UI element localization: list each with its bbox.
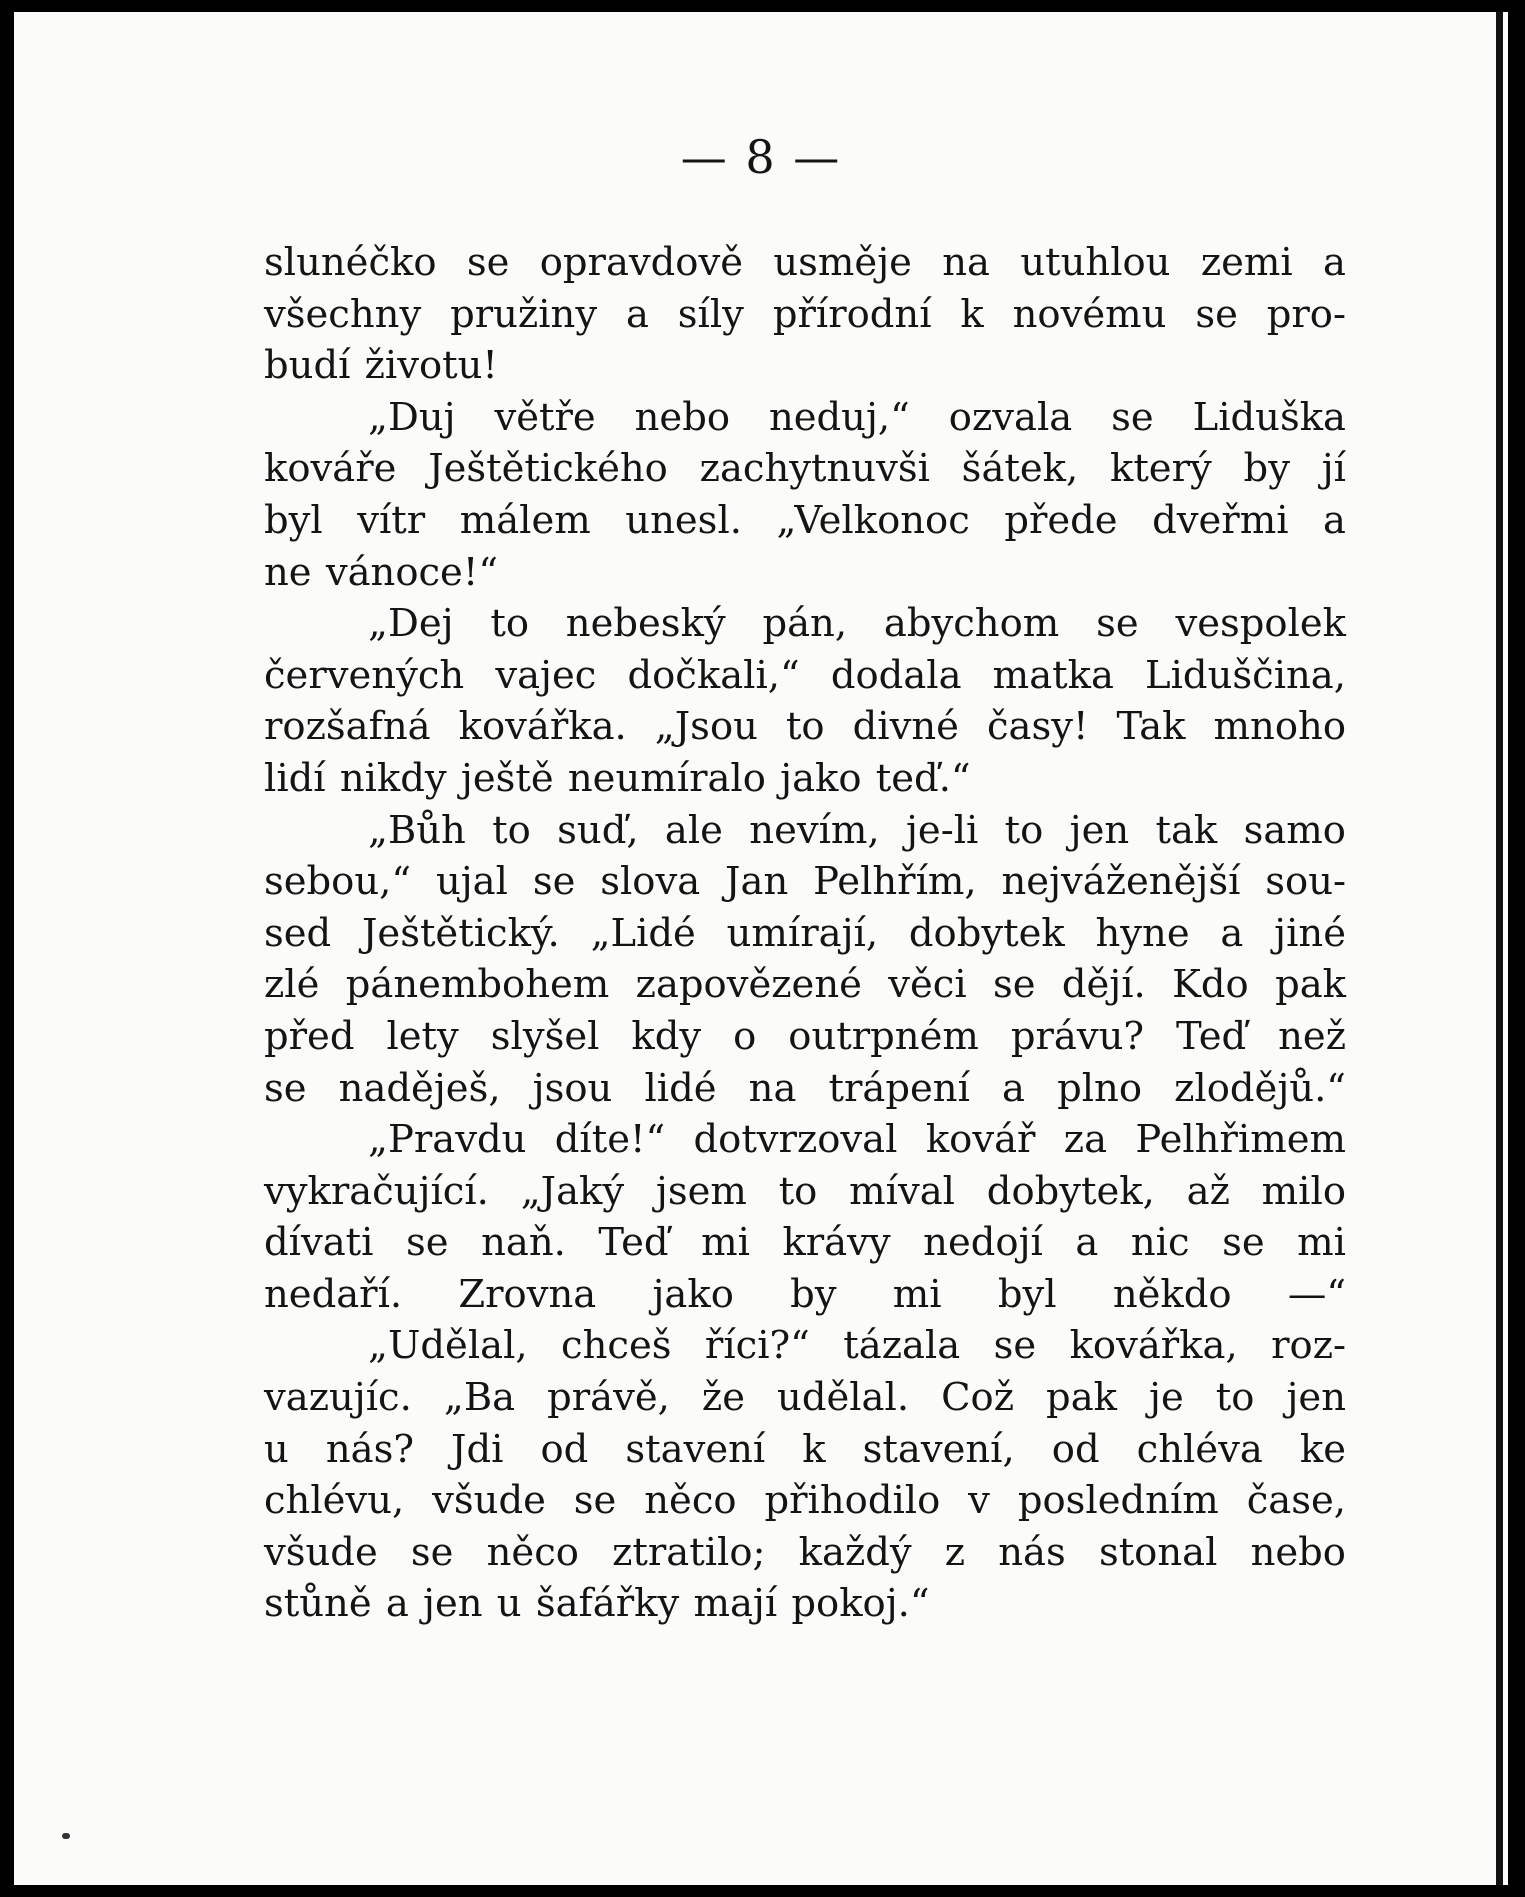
text-line: všude se něco ztratilo; každý z nás stonal nebo [264,1529,1346,1575]
text-line: sed Ještětický. „Lidé umírají, dobytek hyne a jiné [264,910,1346,956]
book-page [14,12,1508,1885]
text-line: sebou,“ ujal se slova Jan Pelhřím, nejváženější sou- [264,859,1346,905]
page-number: — 8 — [680,130,842,184]
text-line: „Duj větře nebo neduj,“ ozvala se Liduška [368,394,1346,440]
text-line: kováře Ještětického zachytnuvši šátek, který by jí [264,446,1346,492]
text-line: vykračující. „Jaký jsem to míval dobytek, až milo [264,1168,1346,1214]
text-line: budí životu! [264,343,498,389]
text-line: stůně a jen u šafářky mají pokoj.“ [264,1581,930,1627]
text-line: u nás? Jdi od stavení k stavení, od chléva ke [264,1426,1346,1472]
text-line: slunéčko se opravdově usměje na utuhlou zemi a [264,240,1346,285]
text-line: „Dej to nebeský pán, abychom se vespolek [368,601,1346,647]
text-line: „Bůh to suď, ale nevím, je-li to jen tak samo [368,807,1346,853]
text-line: nedaří. Zrovna jako by mi byl někdo —“ [264,1271,1346,1317]
text-line: dívati se naň. Teď mi krávy nedojí a nic se mi [264,1220,1346,1266]
body-text [264,237,1346,1630]
page-edge-shadow [1496,12,1503,1885]
text-line: byl vítr málem unesl. „Velkonoc přede dveřmi a [264,497,1346,543]
text-line: vazujíc. „Ba právě, že udělal. Což pak je to jen [264,1375,1346,1421]
text-line: zlé pánembohem zapovězené věci se dějí. Kdo pak [264,962,1346,1008]
text-line: se naděješ, jsou lidé na trápení a plno zlodějů.“ [264,1065,1346,1111]
text-line: ne vánoce!“ [264,549,498,595]
text-line: rozšafná kovářka. „Jsou to divné časy! Tak mnoho [264,704,1346,750]
scan-speck [62,1833,70,1839]
text-line: „Pravdu díte!“ dotvrzoval kovář za Pelhřimem [368,1117,1346,1163]
text-line: chlévu, všude se něco přihodilo v posledním čase, [264,1478,1346,1524]
text-line: červených vajec dočkali,“ dodala matka Liduščina, [264,652,1346,698]
text-line: před lety slyšel kdy o outrpném právu? Teď než [264,1013,1346,1059]
text-line: „Udělal, chceš říci?“ tázala se kovářka, roz- [368,1323,1346,1369]
text-line: všechny pružiny a síly přírodní k novému se pro- [264,291,1346,337]
text-line: lidí nikdy ještě neumíralo jako teď.“ [264,755,971,801]
